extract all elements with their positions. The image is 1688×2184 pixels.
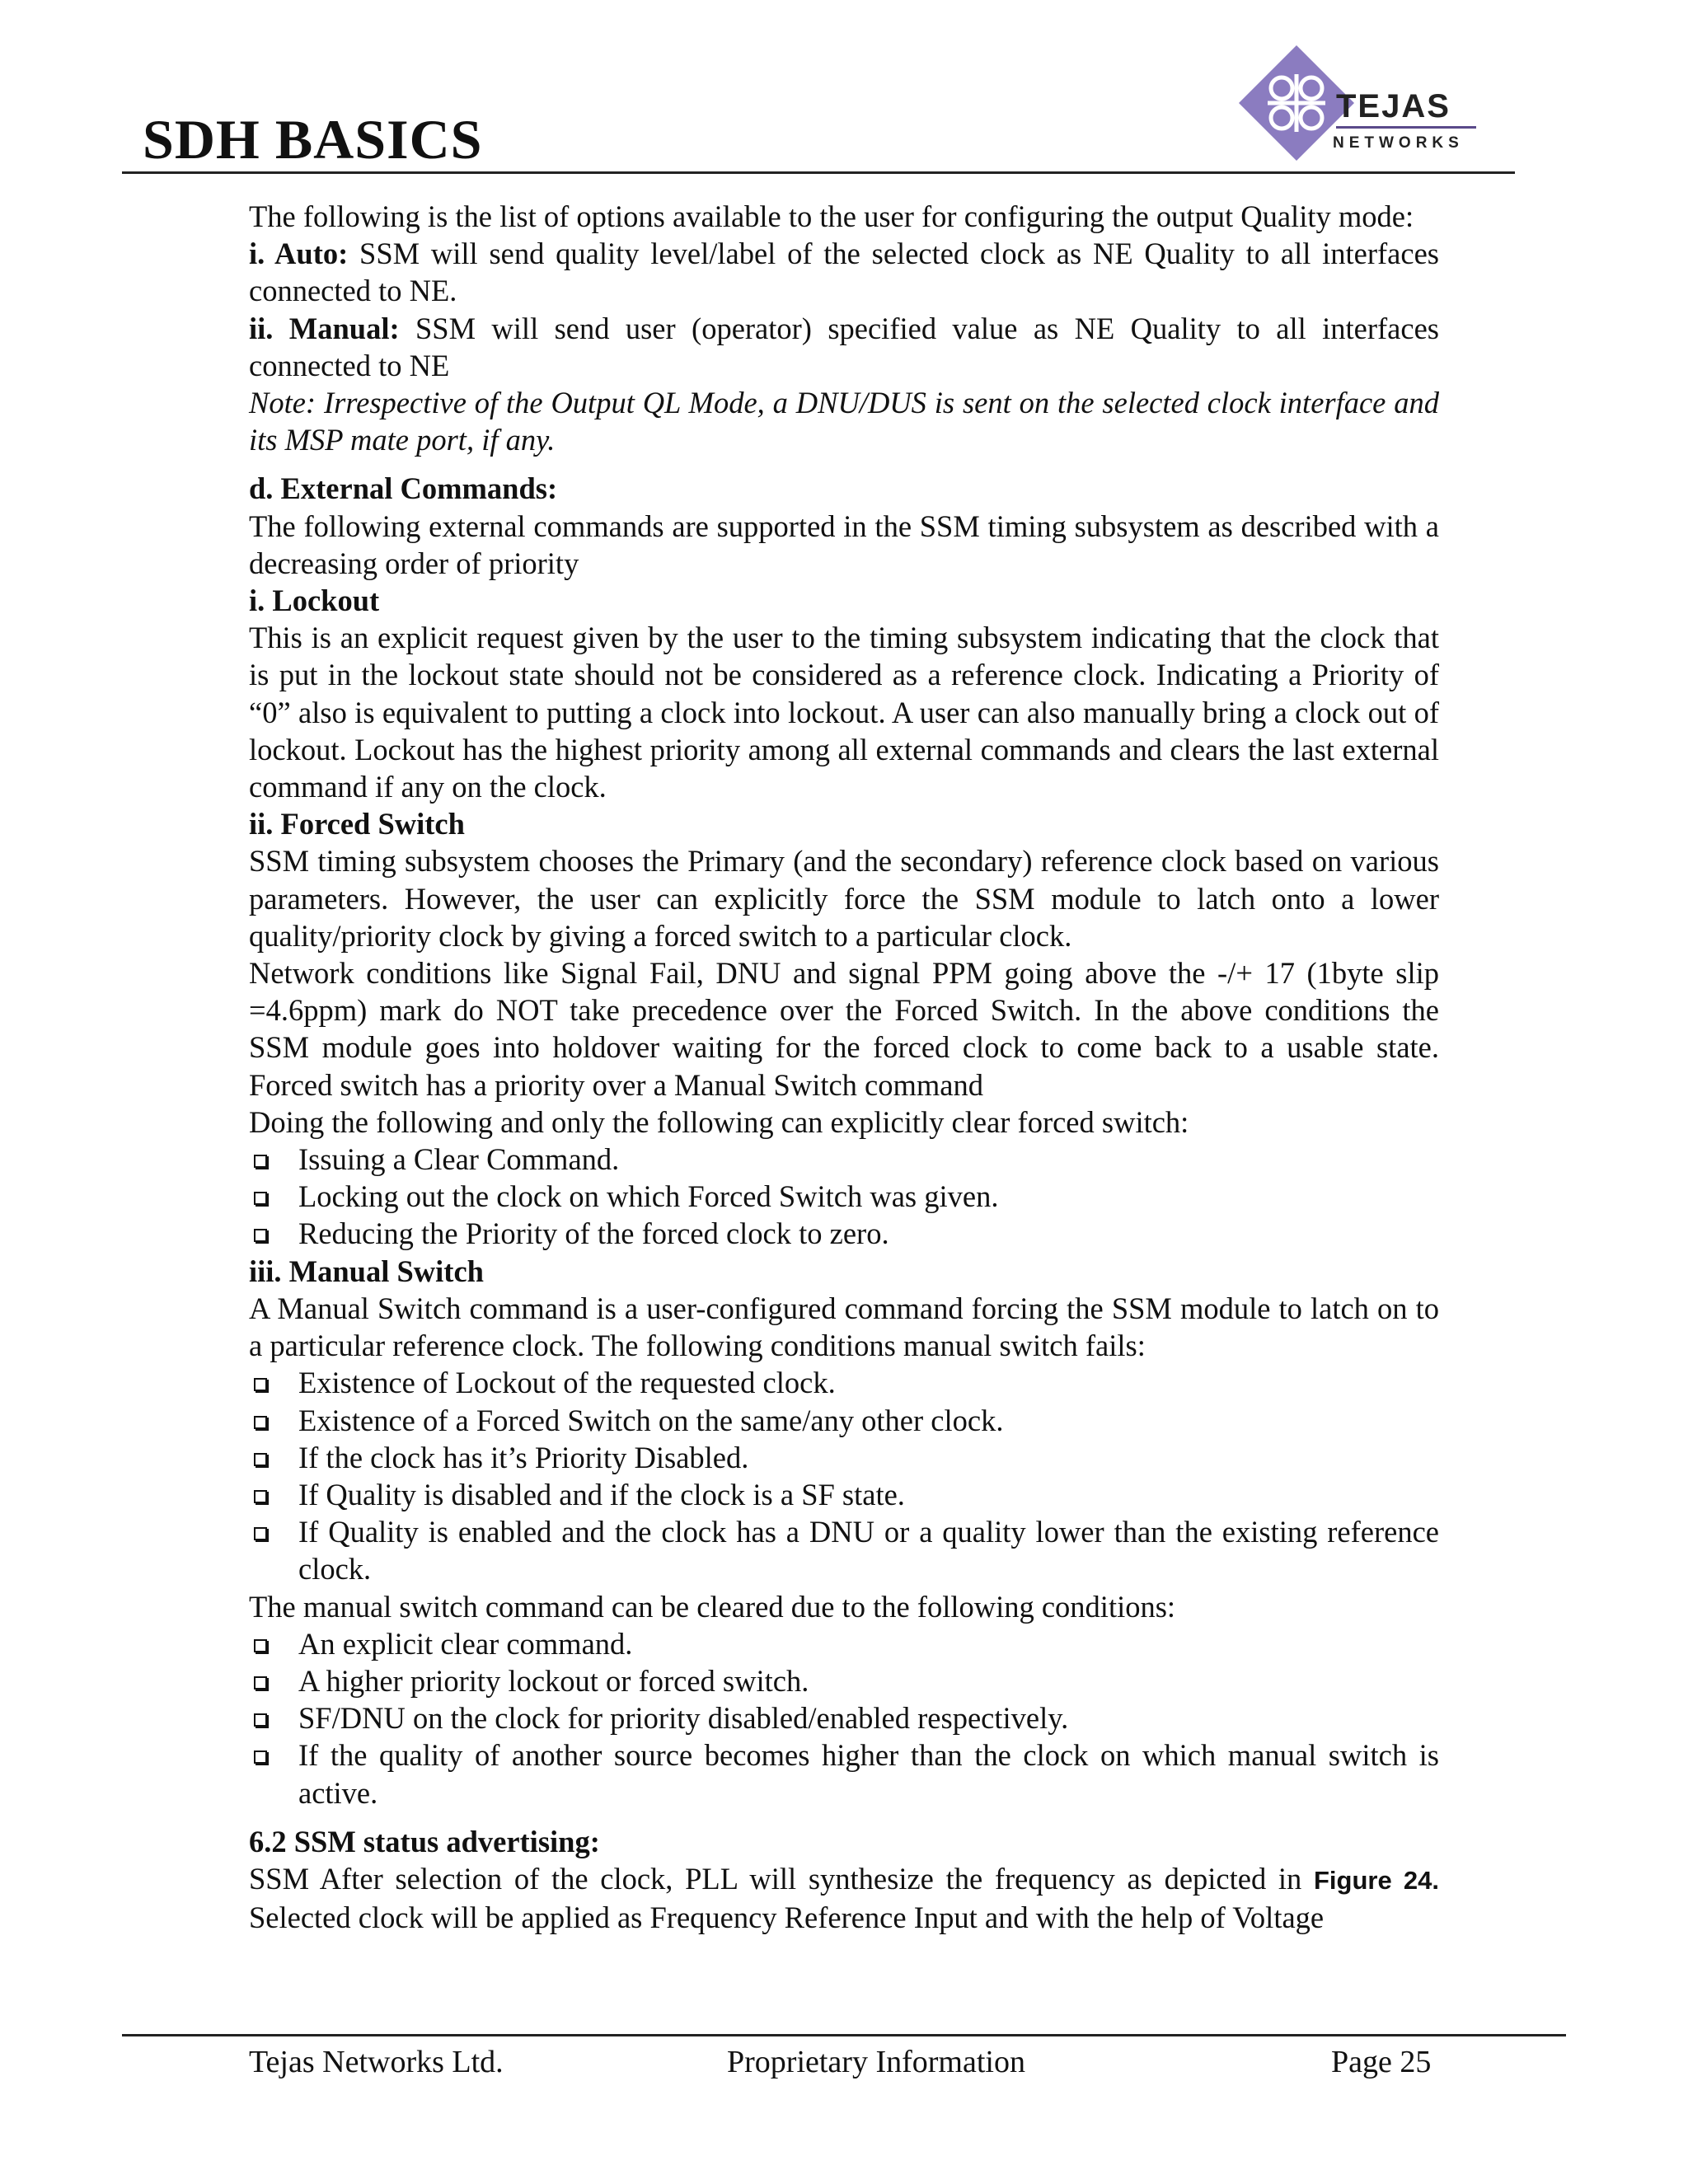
checkbox-bullet-icon <box>254 1229 267 1242</box>
ssm-status-text: SSM After selection of the clock, PLL will synthesize the frequency as depicted in Figure 24. Selected clock will be applied as Frequency Reference Input and with the help of Voltage <box>249 1861 1440 1935</box>
external-commands-text: The following external commands are supported in the SSM timing subsystem as described with a decreasing order of priority <box>249 509 1439 580</box>
footer-company: Tejas Networks Ltd. <box>249 2045 504 2079</box>
checkbox-bullet-icon <box>254 1713 267 1727</box>
clear-conditions-text: The manual switch command can be cleared due to the following conditions: <box>249 1589 1176 1624</box>
lockout-heading: i. Lockout <box>249 583 380 618</box>
auto-text: SSM will send quality level/label of the selected clock as NE Quality to all interfaces connected to NE. <box>249 237 1439 308</box>
intro-paragraph: The following is the list of options available to the user for configuring the output Quality mode: <box>249 199 1414 233</box>
forced-switch-text-3: Doing the following and only the following can explicitly clear forced switch: <box>249 1104 1189 1139</box>
list-item: If Quality is disabled and if the clock is a SF state. <box>249 1476 1439 1513</box>
list-item: Locking out the clock on which Forced Switch was given. <box>249 1178 1439 1215</box>
list-item: Existence of a Forced Switch on the same/any other clock. <box>249 1402 1439 1439</box>
checkbox-bullet-icon <box>254 1750 267 1764</box>
checkbox-bullet-icon <box>254 1378 267 1391</box>
checkbox-bullet-icon <box>254 1192 267 1205</box>
auto-option <box>249 235 1439 309</box>
list-item: A higher priority lockout or forced switch. <box>249 1662 1439 1699</box>
ssm-status-heading: 6.2 SSM status advertising: <box>249 1824 600 1858</box>
manual-label: ii. Manual: <box>249 311 400 345</box>
checkbox-bullet-icon <box>254 1527 267 1540</box>
manual-text: SSM will send user (operator) specified value as NE Quality to all interfaces connected to NE <box>249 311 1439 382</box>
forced-switch-text-1: SSM timing subsystem chooses the Primary (and the secondary) reference clock based on various parameters. However, the user can explicitly force the SSM module to latch onto a lower quality/priority clock by giving a forced switch to a particular clock. <box>249 844 1439 953</box>
checkbox-bullet-icon <box>254 1416 267 1429</box>
clear-conditions-list <box>249 1625 1439 1811</box>
checkbox-bullet-icon <box>254 1676 267 1690</box>
document-title: SDH BASICS <box>143 108 483 171</box>
page-content <box>249 198 1439 1936</box>
manual-switch-heading: iii. Manual Switch <box>249 1254 484 1288</box>
logo-divider <box>1336 126 1476 129</box>
external-commands-heading: d. External Commands: <box>249 471 558 506</box>
forced-switch-heading: ii. Forced Switch <box>249 807 465 841</box>
list-item: Reducing the Priority of the forced clock to zero. <box>249 1215 1439 1252</box>
list-item: If the clock has it’s Priority Disabled. <box>249 1439 1439 1476</box>
manual-switch-text: A Manual Switch command is a user-configured command forcing the SSM module to latch on to a particular reference clock. The following conditions manual switch fails: <box>249 1291 1439 1363</box>
figure-reference-link[interactable]: Figure 24. <box>1314 1865 1440 1895</box>
list-item: SF/DNU on the clock for priority disabled/enabled respectively. <box>249 1699 1439 1736</box>
list-item: Issuing a Clear Command. <box>249 1141 1439 1178</box>
manual-option <box>249 310 1439 384</box>
checkbox-bullet-icon <box>254 1639 267 1652</box>
checkbox-bullet-icon <box>254 1155 267 1168</box>
footer-proprietary: Proprietary Information <box>727 2045 1025 2079</box>
forced-switch-text-2: Network conditions like Signal Fail, DNU and signal PPM going above the -/+ 17 (1byte slip =4.6ppm) mark do NOT take precedence over the Forced Switch. In the above conditions the SSM module goes into holdover waiting for the forced clock to come back to a usable state. Forced switch has a priority over a Manual Switch command <box>249 956 1439 1102</box>
lockout-text: This is an explicit request given by the user to the timing subsystem indicating that the clock that is put in the lockout state should not be considered as a reference clock. Indicating a Priority of “0” also is equivalent to putting a clock into lockout. A user can also manually bring a clock out of lockout. Lockout has the highest priority among all external commands and clears the last external command if any on the clock. <box>249 621 1439 804</box>
company-logo <box>1239 45 1486 161</box>
auto-label: i. Auto: <box>249 237 349 271</box>
logo-subtext: NETWORKS <box>1333 134 1464 152</box>
header-divider <box>122 171 1515 174</box>
list-item: An explicit clear command. <box>249 1625 1439 1662</box>
list-item: If the quality of another source becomes higher than the clock on which manual switch is active. <box>249 1736 1439 1811</box>
checkbox-bullet-icon <box>254 1490 267 1503</box>
page-number: Page 25 <box>1331 2045 1432 2079</box>
logo-text: TEJAS <box>1336 88 1451 124</box>
checkbox-bullet-icon <box>254 1453 267 1466</box>
list-item: If Quality is enabled and the clock has a DNU or a quality lower than the existing reference clock. <box>249 1513 1439 1587</box>
list-item: Existence of Lockout of the requested clock. <box>249 1364 1439 1401</box>
note-paragraph: Note: Irrespective of the Output QL Mode, a DNU/DUS is sent on the selected clock interface and its MSP mate port, if any. <box>249 386 1439 457</box>
forced-switch-list <box>249 1141 1439 1253</box>
manual-switch-fail-list <box>249 1364 1439 1587</box>
footer-divider <box>122 2034 1566 2036</box>
